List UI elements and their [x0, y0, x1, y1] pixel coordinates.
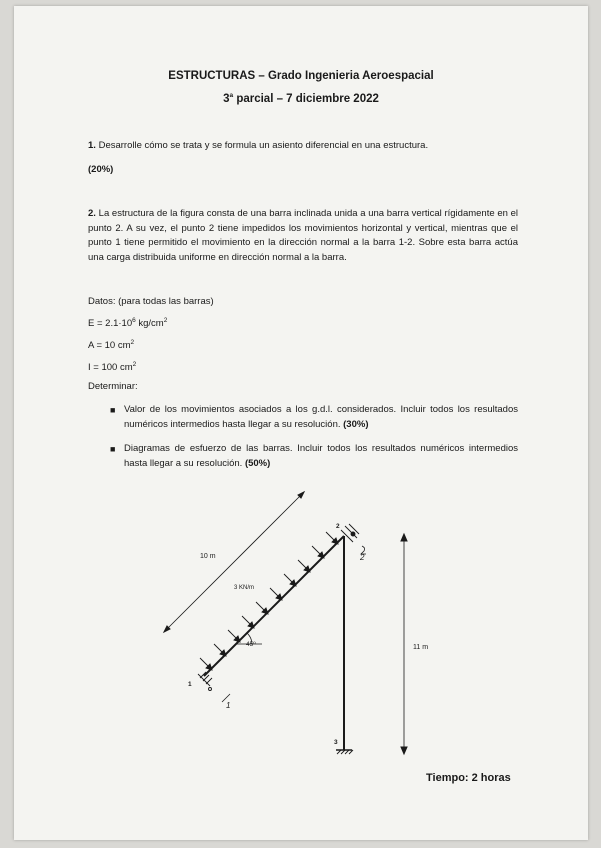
node-2-label: 2 [336, 523, 340, 530]
question-1-weight: (20%) [88, 164, 114, 175]
height-label: 11 m [413, 644, 429, 651]
data-heading: Datos: (para todas las barras) [88, 296, 214, 307]
data-E: $E = 2.1\cdot 10^6$ $kg/cm^2$ [88, 316, 168, 329]
angle-label: 45º [246, 641, 256, 648]
load-label: 3 KN/m [234, 585, 255, 591]
exam-subtitle: 3$^a$ parcial – 7 diciembre 2022 [223, 92, 379, 105]
fixed-support-icon [336, 750, 353, 754]
arrow-head-icon [401, 534, 407, 541]
node-1-label: 1 [188, 681, 192, 688]
bullet-marker: ■ [110, 444, 116, 454]
question-1: 1. Desarrolle cómo se trata y se formula un asiento diferencial en una estructura. [88, 140, 429, 151]
bullet-1: Valor de los movimientos asociados a los g.d.l. considerados. Incluir todos los resultados numéricos intermedios hasta llegar a su resolución. (30%) [124, 404, 518, 430]
data-A: A = 10 $cm^2$ [88, 338, 135, 351]
handwritten-label-2: 2 [360, 553, 365, 562]
length-dimension-line [164, 492, 304, 632]
distributed-load [200, 532, 338, 670]
exam-title: ESTRUCTURAS – Grado Ingenieria Aeroespacial [168, 70, 434, 82]
arrow-head-icon [401, 747, 407, 754]
determine-heading: Determinar: [88, 381, 138, 392]
time-limit: Tiempo: 2 horas [426, 772, 511, 784]
length-label: 10 m [200, 553, 216, 560]
exam-sheet [14, 6, 588, 840]
bullet-2: Diagramas de esfuerzo de las barras. Incluir todos los resultados numéricos intermedios hasta llegar a su resolución. (50%) [124, 443, 518, 469]
handwritten-label-1: 1 [226, 701, 231, 710]
data-I: I = 100 $cm^2$ [88, 360, 137, 373]
node-3-label: 3 [334, 739, 338, 746]
structure-figure [14, 6, 588, 840]
question-2: 2. La estructura de la figura consta de una barra inclinada unida a una barra vertical rígidamente en el punto 2. A su vez, el punto 2 tiene impedidos los movimientos horizontal y vertical, mientras que el punto 1 tiene permitido el movimiento en la dirección normal a la barra 1-2. Sobre esta barra actúa una carga distribuida uniforme en dirección normal a la barra. [88, 208, 519, 263]
bullet-marker: ■ [110, 405, 116, 415]
